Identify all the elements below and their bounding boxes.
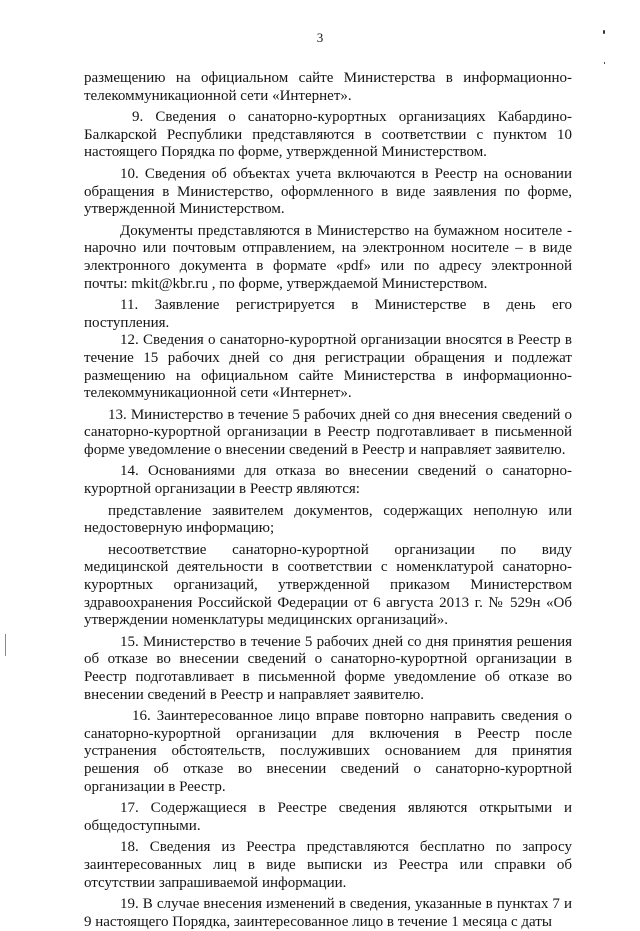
paragraph-item-18: 18. Сведения из Реестра представляются бесплатно по запросу заинтересованных лиц в виде выписки из Реестра или справки об отсутствии запрашиваемой информации. [84, 839, 572, 891]
scan-speck-top [603, 30, 605, 34]
paragraph-item-19: 19. В случае внесения изменений в сведения, указанные в пунктах 7 и 9 настоящего Порядка, заинтересованное лицо в течение 1 месяца с даты [84, 896, 572, 930]
paragraph-item-15: 15. Министерство в течение 5 рабочих дней со дня принятия решения об отказе во внесении сведений о санаторно-курортной организации в Реестр подготавливает в письменной форме уведомление об отказе во внесении сведений в Реестр и направляет заявителю. [84, 633, 572, 703]
paragraph-item-14-ground-1: представление заявителем документов, содержащих неполную или недостоверную информацию; [84, 502, 572, 537]
paragraph-item-14-ground-2: несоответствие санаторно-курортной организации по виду медицинской деятельности в соответствии с номенклатурой санаторно-курортных организаций, утвержденной приказом Министерством здравоохранения Российской Федерации от 6 августа 2013 г. № 529н «Об утверждении номенклатуры медицинских организаций». [84, 541, 572, 629]
paragraph-documents: Документы представляются в Министерство на бумажном носителе - нарочно или почтовым отправлением, на электронном носителе – в виде электронного документа в формате «pdf» или по адресу электронной почты: mkit@kbr.ru , по форме, утверждаемой Министерством. [84, 222, 572, 292]
paragraph-continuation: размещению на официальном сайте Министерства в информационно-телекоммуникационной сети «Интернет». [84, 70, 572, 104]
page-number: 3 [316, 30, 324, 45]
paragraph-item-12: 12. Сведения о санаторно-курортной организации вносятся в Реестр в течение 15 рабочих дней со дня регистрации обращения и подлежат размещению на официальном сайте Министерства в информационно-телекоммуникационной сети «Интернет». [84, 332, 572, 402]
paragraph-item-11: 11. Заявление регистрируется в Министерстве в день его поступления. [84, 297, 572, 331]
paragraph-item-17: 17. Содержащиеся в Реестре сведения являются открытыми и общедоступными. [84, 800, 572, 834]
paragraph-item-14: 14. Основаниями для отказа во внесении сведений о санаторно-курортной организации в Реестр являются: [84, 463, 572, 498]
paragraph-item-9: 9. Сведения о санаторно-курортных организациях Кабардино-Балкарской Республики представляются в соответствии с пунктом 10 настоящего Порядка по форме, утвержденной Министерством. [84, 109, 572, 161]
document-body [84, 70, 572, 931]
paragraph-item-10: 10. Сведения об объектах учета включаются в Реестр на основании обращения в Министерство, оформленного в виде заявления по форме, утвержденной Министерством. [84, 165, 572, 218]
scan-edge-mark [5, 634, 6, 656]
paragraph-item-13: 13. Министерство в течение 5 рабочих дней со дня внесения сведений о санаторно-курортной организации в Реестр подготавливает в письменной форме уведомление о внесении сведений в Реестр и направляет заявителю. [84, 406, 572, 458]
paragraph-item-16: 16. Заинтересованное лицо вправе повторно направить сведения о санаторно-курортной организации для включения в Реестр после устранения обстоятельств, послуживших основанием для принятия решения об отказе во внесении сведений о санаторно-курортной организации в Реестр. [84, 708, 572, 795]
scan-speck-small [604, 62, 605, 64]
